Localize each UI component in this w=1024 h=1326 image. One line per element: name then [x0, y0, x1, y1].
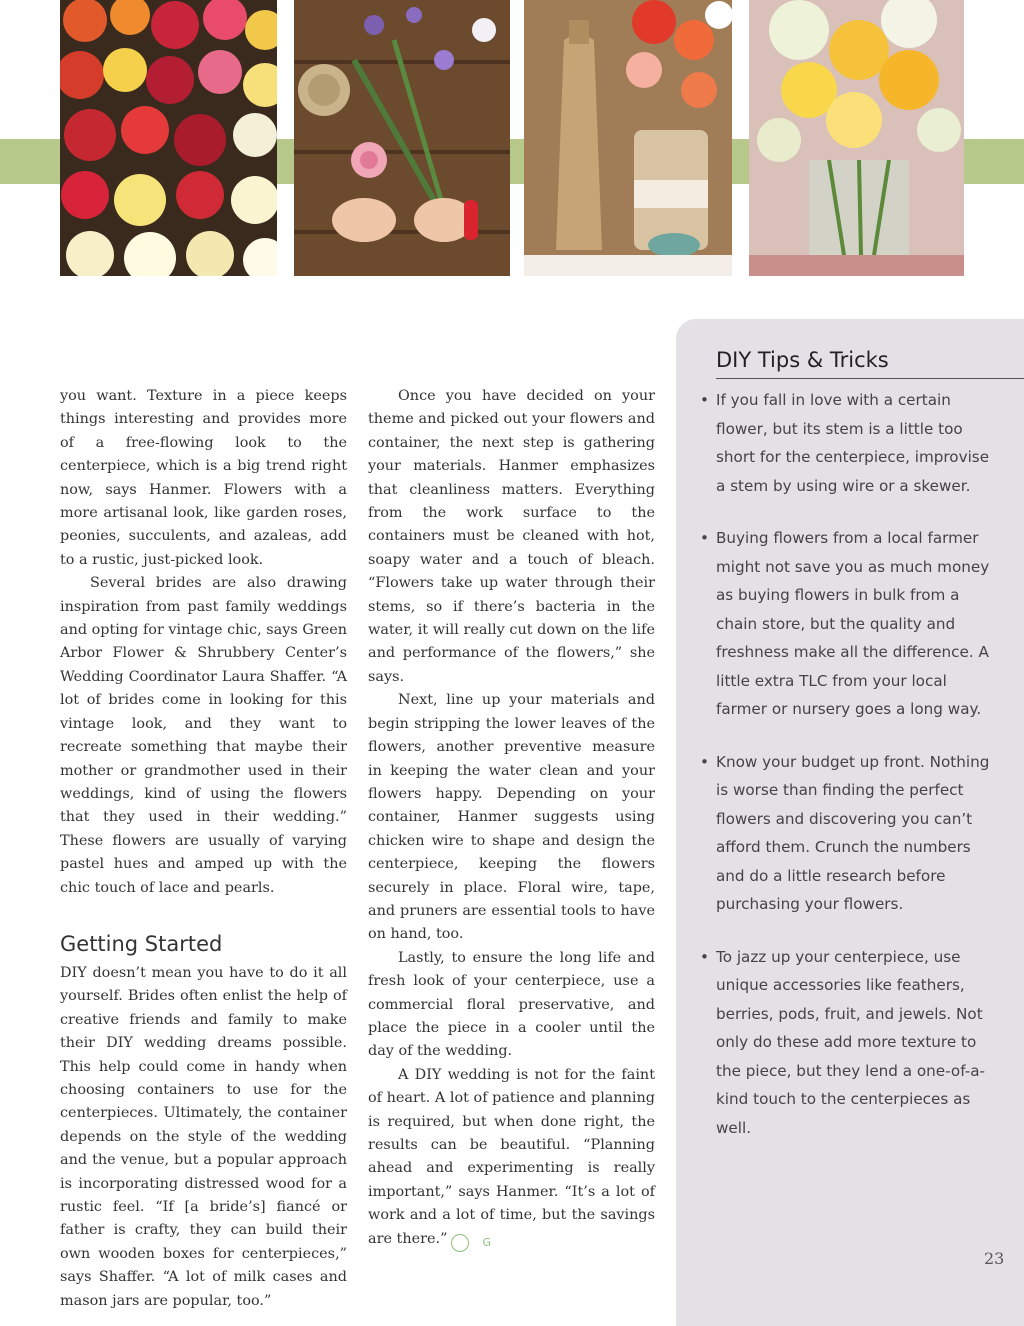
section-heading: Getting Started	[60, 931, 223, 956]
paragraph: you want. Texture in a piece keeps things interesting and provides more of a free-flowing look to the centerpiece, which is a big trend right now, says Hanmer. Flowers with a more artisanal look, like garden roses, peonies, succulents, and azaleas, add to a rustic, just-picked look.	[60, 388, 347, 568]
sidebar-title: DIY Tips & Tricks	[716, 348, 1024, 379]
paragraph: Several brides are also drawing inspiration from past family weddings and opting for vintage chic, says Green Arbor Flower & Shrubbery Center’s Wedding Coordinator Laura Shaffer. “A lot of brides come in looking for this vintage look, and they want to recreate something that maybe their mother or grandmother used in their weddings, kind of using the flowers that they used in their wedding.” These flowers are usually of varying pastel hues and amped up with the chic touch of lace and pearls.	[60, 575, 347, 896]
bullet-icon: •	[700, 391, 709, 409]
end-mark-icon: G	[451, 1234, 469, 1252]
paragraph: Once you have decided on your theme and picked out your flowers and container, the next step is gathering your materials. Hanmer emphasizes that cleanliness matters. Everything from the work surface to the containers must be cleaned with hot, soapy water and a touch of bleach. “Flowers take up water through their stems, so if there’s bacteria in the water, it will really cut down on the life and performance of the flowers,” she says.	[368, 388, 655, 685]
tip-item	[700, 524, 1000, 724]
tip-text: Know your budget up front. Nothing is worse than finding the perfect flowers and discovering you can’t afford them. Crunch the numbers and do a little research before purchasing your flowers.	[716, 752, 990, 913]
paragraph: Lastly, to ensure the long life and fresh look of your centerpiece, use a commercial floral preservative, and place the piece in a cooler until the day of the wedding.	[368, 949, 655, 1060]
tips-list	[700, 386, 1000, 1166]
tip-item	[700, 943, 1000, 1143]
tip-item	[700, 386, 1000, 500]
arranging-hands-photo	[294, 0, 510, 276]
paragraph: DIY doesn’t mean you have to do it all yourself. Brides often enlist the help of creative friends and family to make their DIY wedding dreams possible. This help could come in handy when choosing containers to use for the centerpieces. Ultimately, the container depends on the style of the wedding and the venue, but a popular approach is incorporating distressed wood for a rustic feel. “If [a bride’s] fiancé or father is crafty, they can build their own wooden boxes for centerpieces,” says Shaffer. “A lot of milk cases and mason jars are popular, too.”	[60, 964, 347, 1309]
page-number: 23	[984, 1249, 1005, 1268]
flower-market-photo	[60, 0, 277, 276]
tip-text: If you fall in love with a certain flower, but its stem is a little too short for the centerpiece, improvise a stem by using wire or a skewer.	[716, 391, 990, 495]
yellow-flower-vase-photo	[749, 0, 964, 276]
twine-bottle-centerpiece-photo	[524, 0, 732, 276]
final-paragraph-text: A DIY wedding is not for the faint of heart. A lot of patience and planning is required, but when done right, the results can be beautiful. “Planning ahead and experimenting is really important,” says Hanmer. “It’s a lot of work and a lot of time, but the savings are there.”	[368, 1066, 655, 1247]
paragraph	[368, 1064, 655, 1252]
paragraph: Next, line up your materials and begin stripping the lower leaves of the flowers, another preventive measure in keeping the water clean and your flowers happy. Depending on your container, Hanmer suggests using chicken wire to shape and design the centerpiece, keeping the flowers securely in place. Floral wire, tape, and pruners are essential tools to have on hand, too.	[368, 692, 655, 943]
bullet-icon: •	[700, 752, 709, 771]
article-column-2	[368, 385, 655, 1252]
tip-text: Buying flowers from a local farmer might not save you as much money as buying flowers in bulk from a chain store, but the quality and freshness make all the difference. A little extra TLC from your local farmer or nursery goes a long way.	[716, 529, 990, 718]
bullet-icon: •	[700, 947, 709, 966]
bullet-icon: •	[700, 529, 709, 547]
article-column-1	[60, 385, 347, 1313]
tip-item	[700, 748, 1000, 919]
tip-text: To jazz up your centerpiece, use unique accessories like feathers, berries, pods, fruit, and jewels. Not only do these add more texture to the piece, but they lend a one-of-a-kind touch to the centerpieces as well.	[716, 947, 985, 1137]
